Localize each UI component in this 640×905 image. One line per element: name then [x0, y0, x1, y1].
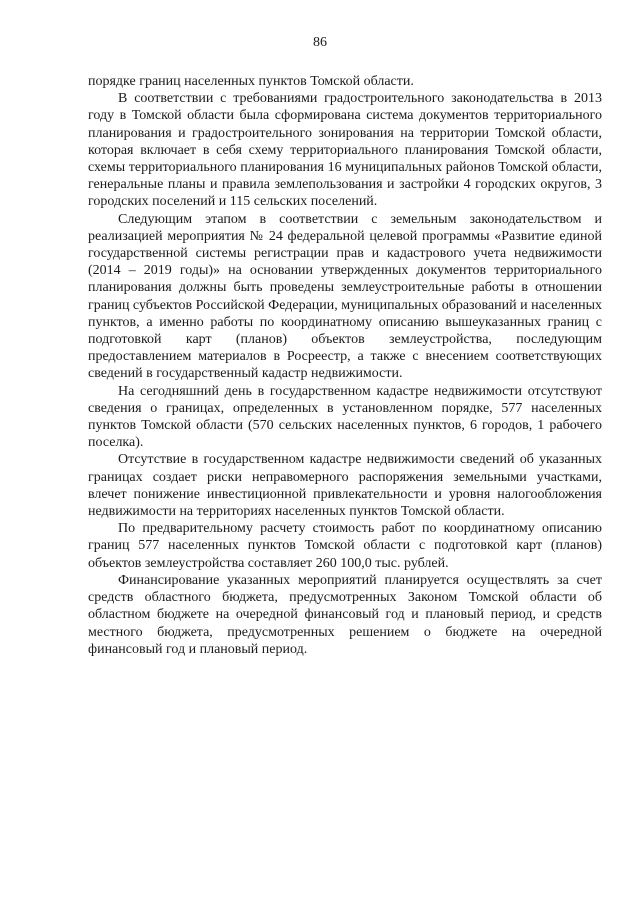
paragraph-cost-estimate: По предварительному расчету стоимость работ по координатному описанию границ 577 населенных пунктов Томской области с подготовкой карт (планов) объектов землеустройства составляет 260 100,0 тыс. рублей. — [88, 521, 602, 571]
paragraph-planning-documents: В соответствии с требованиями градостроительного законодательства в 2013 году в Томской области была сформирована система документов территориального планирования и градостроительного зонирования на территории Томской области, которая включает в себя схему территориального планирования Томской области, схемы территориального планирования 16 муниципальных районов Томской области, генеральные планы и правила землепользования и застройки 4 городских округов, 3 городских поселений и 115 сельских поселений. — [88, 91, 602, 210]
paragraph-current-status: На сегодняшний день в государственном кадастре недвижимости отсутствуют сведения о границах, определенных в установленном порядке, 577 населенных пунктов Томской области (570 сельских населенных пунктов, 6 городов, 1 рабочего поселка). — [88, 383, 602, 451]
paragraph-financing: Финансирование указанных мероприятий планируется осуществлять за счет средств областного бюджета, предусмотренных Законом Томской области об областном бюджете на очередной финансовый год и плановый период, и средств местного бюджета, предусмотренных решением о бюджете на очередной финансовый год и плановый период. — [88, 572, 602, 657]
paragraph-next-stage: Следующим этапом в соответствии с земельным законодательством и реализацией мероприятия № 24 федеральной целевой программы «Развитие единой государственной системы регистрации прав и кадастрового учета недвижимости (2014 – 2019 годы)» на основании утвержденных документов территориального планирования должны быть проведены землеустроительные работы в отношении границ субъектов Российской Федерации, муниципальных образований и населенных пунктов, а именно работы по координатному описанию вышеуказанных границ с подготовкой карт (планов) объектов землеустройства, последующим предоставлением материалов в Росреестр, а также с внесением соответствующих сведений в государственный кадастр недвижимости. — [88, 211, 602, 382]
page-number: 86 — [313, 35, 327, 50]
paragraph-risks: Отсутствие в государственном кадастре недвижимости сведений об указанных границах создает риски неправомерного распоряжения земельными участками, влечет понижение инвестиционной привлекательности и уровня налогообложения недвижимости на территориях населенных пунктов Томской области. — [88, 452, 602, 520]
paragraph-continuation: порядке границ населенных пунктов Томской области. — [88, 74, 414, 89]
body-text — [88, 73, 602, 658]
